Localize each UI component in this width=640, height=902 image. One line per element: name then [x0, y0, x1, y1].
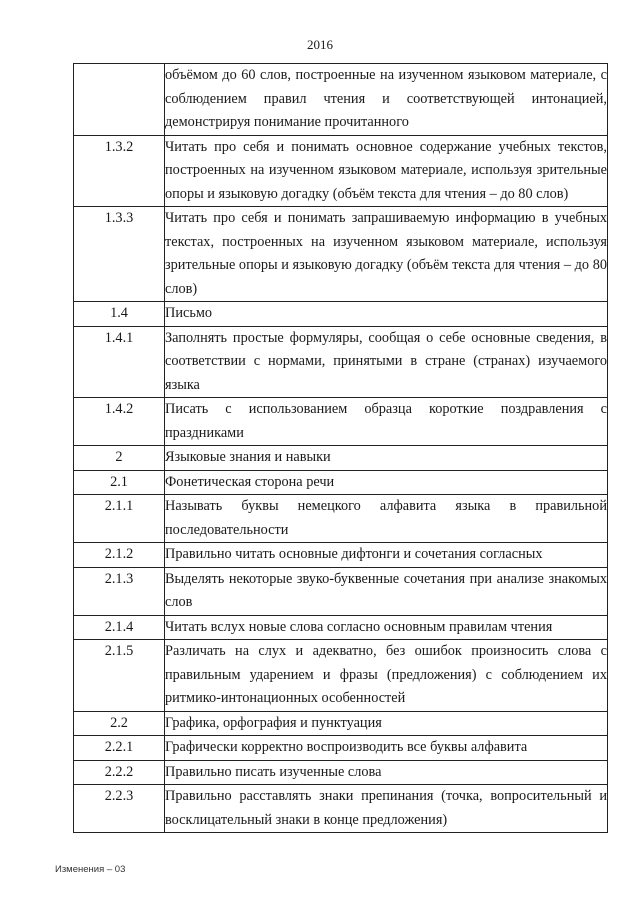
table-row — [74, 785, 608, 833]
table-row — [74, 135, 608, 207]
row-code: 1.4 — [74, 302, 165, 327]
row-code: 2.1 — [74, 470, 165, 495]
table-row — [74, 567, 608, 615]
row-code: 2.1.1 — [74, 495, 165, 543]
row-code: 2.2.2 — [74, 760, 165, 785]
row-text: Языковые знания и навыки — [165, 446, 608, 471]
row-code: 2.1.5 — [74, 640, 165, 712]
row-text: Различать на слух и адекватно, без ошибок произносить слова с правильным ударением и фразы (предложения) с соблюдением их ритмико-интонационных особенностей — [165, 640, 608, 712]
table-row — [74, 207, 608, 302]
row-text: объёмом до 60 слов, построенные на изученном языковом материале, с соблюдением правил чтения и соответствующей интонацией, демонстрируя понимание прочитанного — [165, 64, 608, 136]
table-row — [74, 736, 608, 761]
row-text: Фонетическая сторона речи — [165, 470, 608, 495]
row-code — [74, 64, 165, 136]
row-text: Называть буквы немецкого алфавита языка в правильной последовательности — [165, 495, 608, 543]
table-row — [74, 543, 608, 568]
row-text: Писать с использованием образца короткие поздравления с праздниками — [165, 398, 608, 446]
table-row — [74, 326, 608, 398]
row-code: 2.1.3 — [74, 567, 165, 615]
row-code: 2.2 — [74, 711, 165, 736]
table-row — [74, 446, 608, 471]
table-row — [74, 470, 608, 495]
requirements-table — [73, 63, 608, 833]
row-text: Письмо — [165, 302, 608, 327]
table-row — [74, 615, 608, 640]
row-text: Правильно писать изученные слова — [165, 760, 608, 785]
row-text: Читать про себя и понимать основное содержание учебных текстов, построенных на изученном языковом материале, используя зрительные опоры и языковую догадку (объём текста для чтения – до 80 слов) — [165, 135, 608, 207]
table-row — [74, 302, 608, 327]
row-code: 2.2.3 — [74, 785, 165, 833]
table-row — [74, 495, 608, 543]
row-code: 2.1.4 — [74, 615, 165, 640]
table-row — [74, 398, 608, 446]
row-text: Выделять некоторые звуко-буквенные сочетания при анализе знакомых слов — [165, 567, 608, 615]
row-code: 2.2.1 — [74, 736, 165, 761]
row-code: 1.3.3 — [74, 207, 165, 302]
row-code: 2 — [74, 446, 165, 471]
row-text: Правильно читать основные дифтонги и сочетания согласных — [165, 543, 608, 568]
row-text: Читать про себя и понимать запрашиваемую информацию в учебных текстах, построенных на изученном языковом материале, используя зрительные опоры и языковую догадку (объём текста для чтения – до 80 слов) — [165, 207, 608, 302]
row-text: Графика, орфография и пунктуация — [165, 711, 608, 736]
row-text: Читать вслух новые слова согласно основным правилам чтения — [165, 615, 608, 640]
row-text: Графически корректно воспроизводить все буквы алфавита — [165, 736, 608, 761]
footer-revision: Изменения – 03 — [55, 864, 126, 875]
table-row — [74, 640, 608, 712]
table-row — [74, 711, 608, 736]
row-text: Правильно расставлять знаки препинания (точка, вопросительный и восклицательный знаки в конце предложения) — [165, 785, 608, 833]
row-code: 1.4.1 — [74, 326, 165, 398]
table-row — [74, 64, 608, 136]
table-row — [74, 760, 608, 785]
row-code: 1.4.2 — [74, 398, 165, 446]
row-code: 2.1.2 — [74, 543, 165, 568]
page-number: 2016 — [307, 37, 333, 52]
row-code: 1.3.2 — [74, 135, 165, 207]
row-text: Заполнять простые формуляры, сообщая о себе основные сведения, в соответствии с нормами, принятыми в стране (странах) изучаемого языка — [165, 326, 608, 398]
